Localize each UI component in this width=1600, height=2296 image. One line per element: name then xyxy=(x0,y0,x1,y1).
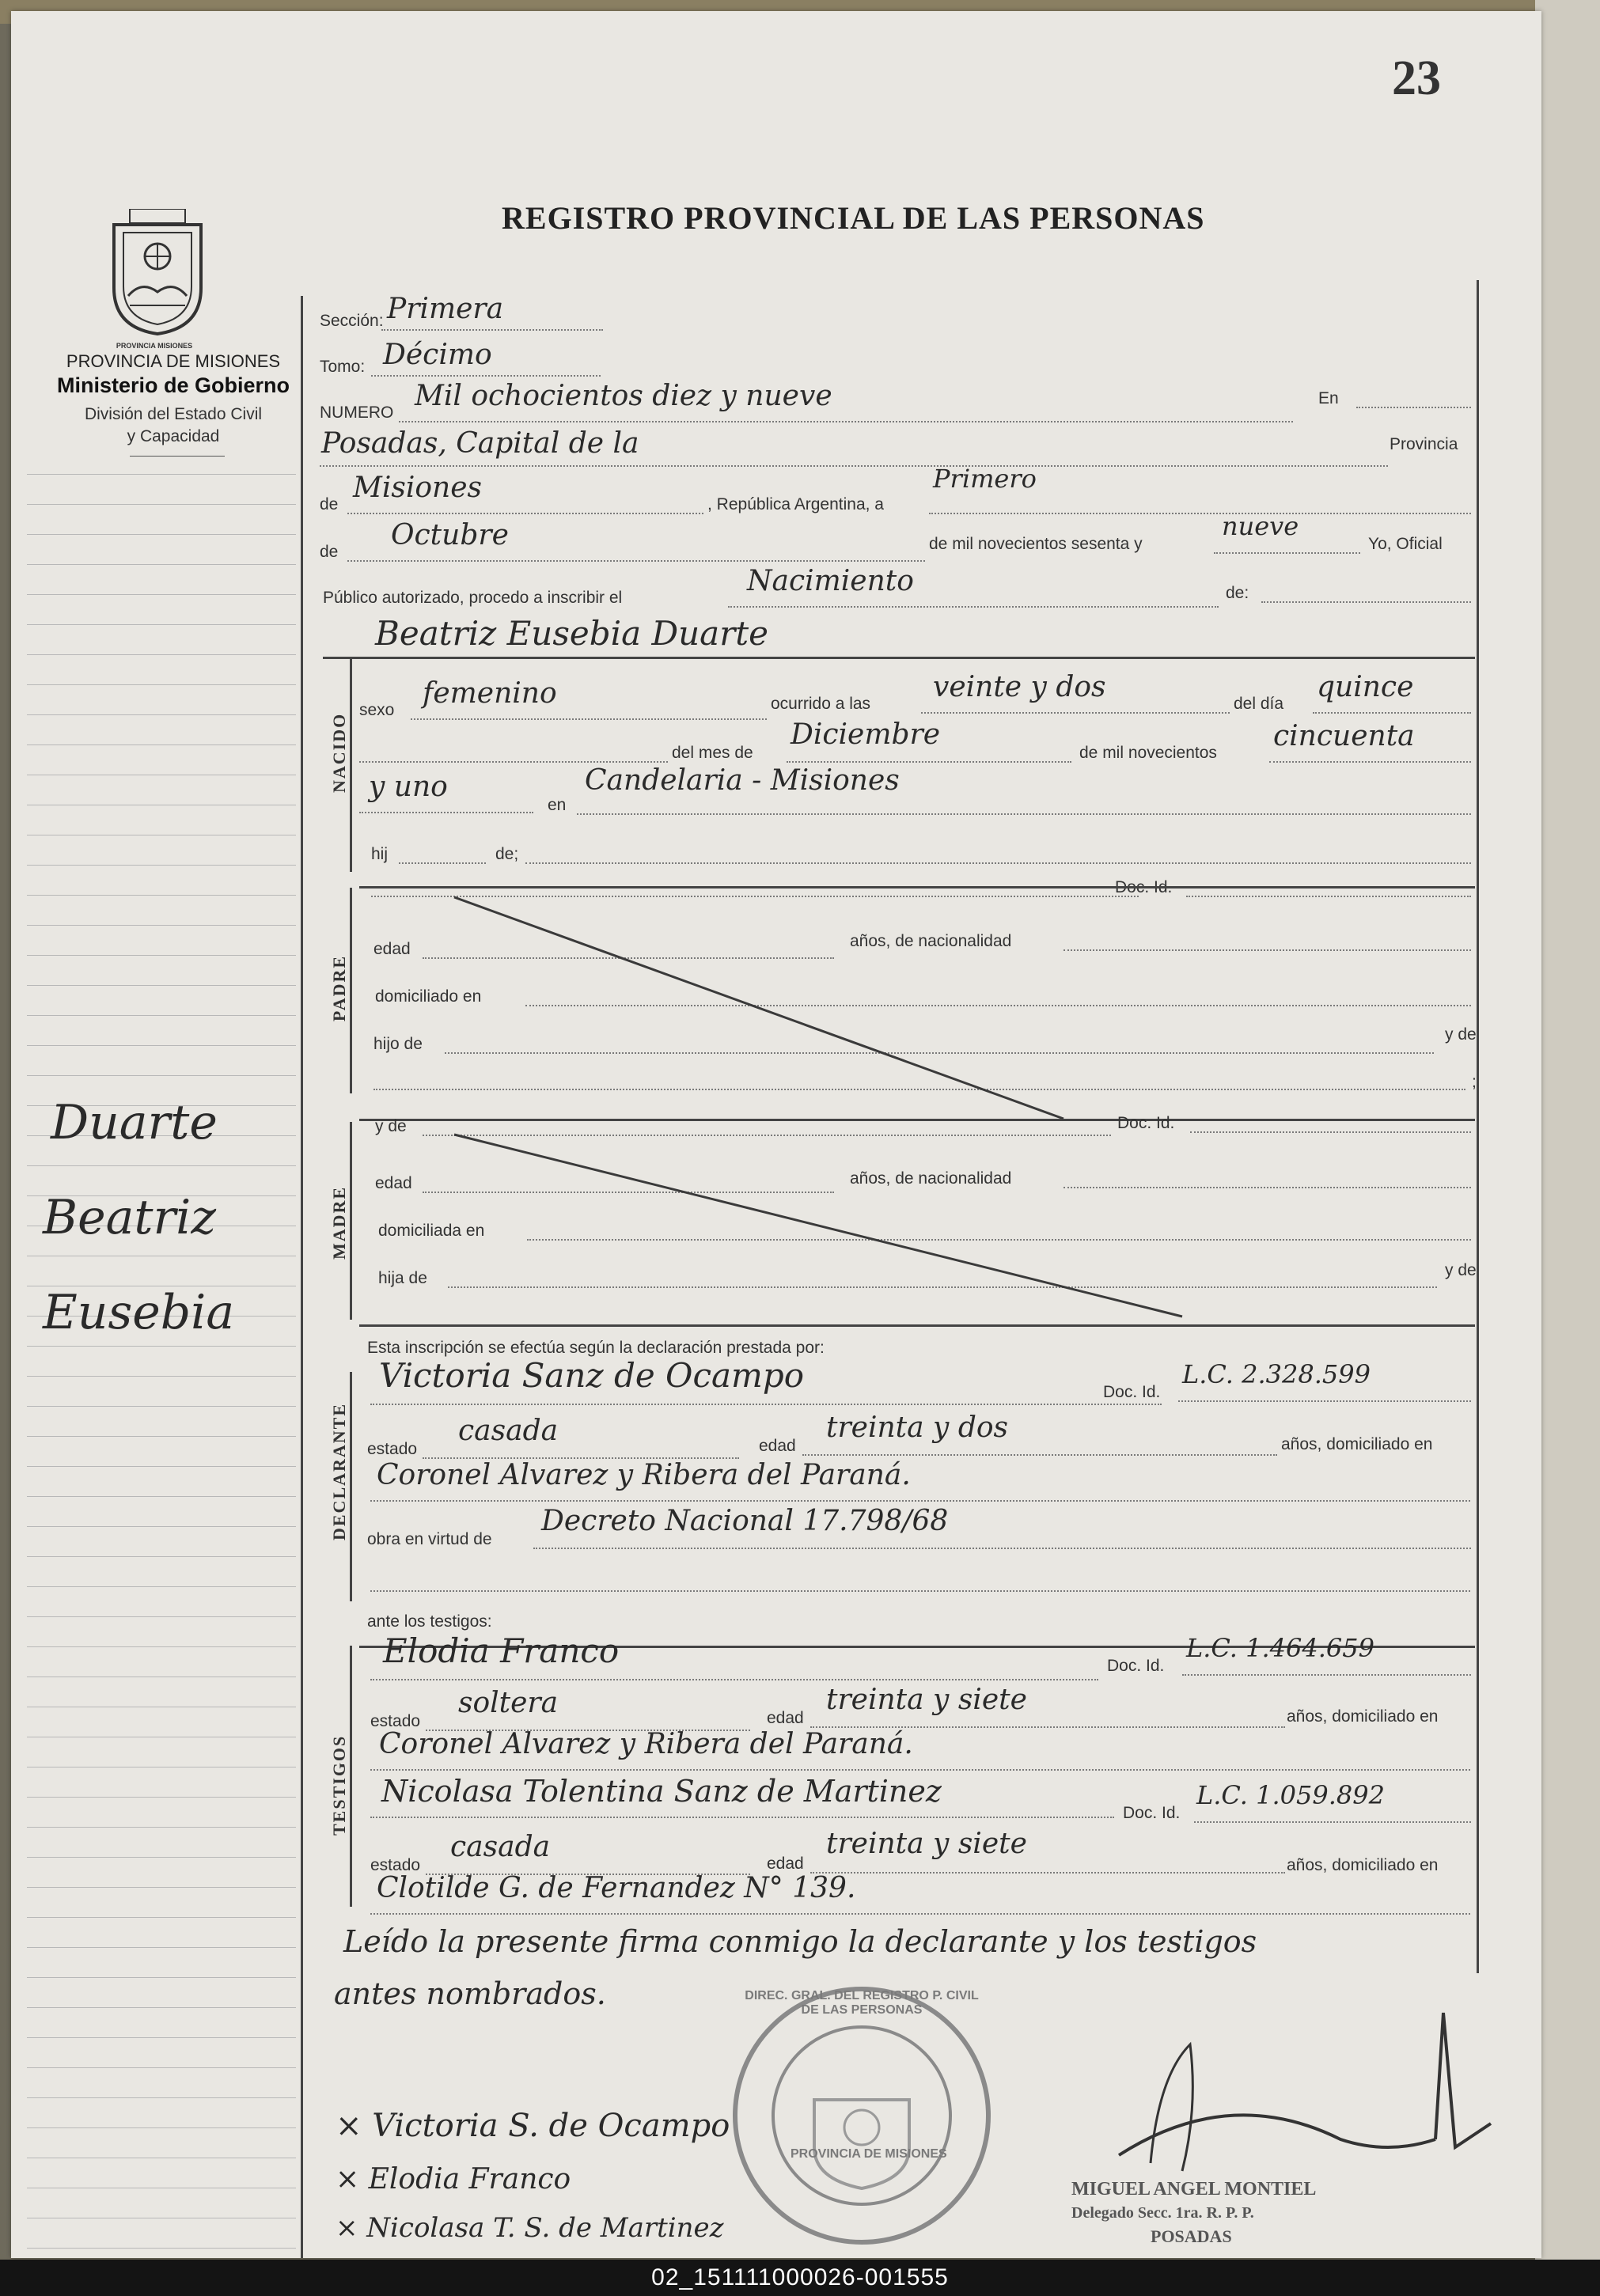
madre-label: MADRE xyxy=(329,1185,349,1260)
de-label-2: de xyxy=(320,543,339,561)
ante-label: ante los testigos: xyxy=(367,1612,492,1631)
lugar-value: Candelaria - Misiones xyxy=(585,764,900,797)
testigo2-dom-line xyxy=(370,1913,1470,1915)
testigo2-name-line xyxy=(370,1817,1114,1818)
background-right xyxy=(1535,0,1600,2296)
signature-testigo2: × Nicolasa T. S. de Martinez xyxy=(336,2212,724,2244)
anio-nac-value: cincuenta xyxy=(1273,720,1415,752)
madre-y-de-label: y de xyxy=(1445,1261,1477,1279)
signature-declarante: × Victoria S. de Ocampo xyxy=(336,2108,730,2144)
madre-domicilio-label: domiciliada en xyxy=(378,1222,485,1240)
official-name: MIGUEL ANGEL MONTIEL xyxy=(1071,2179,1317,2199)
misiones-value: Misiones xyxy=(353,472,483,504)
seccion-value: Primera xyxy=(387,293,504,325)
city-value: Posadas, Capital de la xyxy=(321,427,639,460)
testigo2-dom: Clotilde G. de Fernandez N° 139. xyxy=(377,1872,856,1904)
padre-edad-label: edad xyxy=(373,940,411,958)
declarante-estado-label: estado xyxy=(367,1440,418,1458)
declarante-doc-line xyxy=(1178,1400,1471,1402)
testigo1-dom-line xyxy=(370,1769,1470,1771)
padre-doc-label: Doc. Id. xyxy=(1117,1114,1175,1132)
testigo1-estado-label: estado xyxy=(370,1712,421,1730)
mes-value: Octubre xyxy=(391,519,509,551)
seal-text: DIREC. GRAL. DEL REGISTRO P. CIVIL DE LAS PERSONAS xyxy=(745,1989,979,2017)
padre-semicolon: ; xyxy=(1472,1073,1477,1091)
official-city: POSADAS xyxy=(1151,2226,1232,2246)
madre-anos-label: años, de nacionalidad xyxy=(850,1169,1012,1188)
tomo-value: Décimo xyxy=(383,339,492,371)
division-line2: y Capacidad xyxy=(127,427,220,445)
numero-label: NUMERO xyxy=(320,404,394,422)
registry-seal-stamp xyxy=(727,1981,996,2250)
testigo2-estado: casada xyxy=(450,1831,551,1863)
declarante-name-line xyxy=(370,1404,1162,1405)
yo-oficial-label: Yo, Oficial xyxy=(1368,535,1443,553)
division-line1: División del Estado Civil xyxy=(84,405,263,423)
document-page xyxy=(11,11,1541,2258)
del-dia-label: del día xyxy=(1234,695,1284,713)
testigo2-doc: L.C. 1.059.892 xyxy=(1196,1780,1385,1810)
de-label-4: de; xyxy=(495,845,519,863)
testigos-divider xyxy=(350,1646,352,1907)
province-name: PROVINCIA DE MISIONES xyxy=(66,351,281,371)
testigo2-edad: treinta y siete xyxy=(826,1828,1027,1860)
padre-hijo-label: hijo de xyxy=(373,1035,423,1053)
del-mes-label: del mes de xyxy=(672,744,753,762)
closing-line-2: antes nombrados. xyxy=(334,1976,606,2011)
obra-line xyxy=(533,1548,1471,1549)
testigo1-name-line xyxy=(370,1679,1098,1680)
padre-y-de-2: y de xyxy=(375,1117,407,1135)
margin-note-surname: Duarte xyxy=(51,1095,218,1150)
tomo-label: Tomo: xyxy=(320,358,366,376)
strike-through-lines xyxy=(11,11,1541,2258)
padre-label: PADRE xyxy=(329,954,349,1022)
sexo-label: sexo xyxy=(359,701,395,719)
en-label: En xyxy=(1318,389,1339,407)
testigo1-dom: Coronel Alvarez y Ribera del Paraná. xyxy=(379,1728,913,1760)
testigo1-name: Elodia Franco xyxy=(383,1631,620,1670)
ocurrido-label: ocurrido a las xyxy=(771,695,871,713)
ministry-name: Ministerio de Gobierno xyxy=(56,373,290,397)
footer-code: 02_151111000026-001555 xyxy=(0,2260,1600,2296)
declarante-edad-label: edad xyxy=(759,1437,796,1455)
dia-value: Primero xyxy=(933,464,1037,494)
anio-value: nueve xyxy=(1222,511,1299,541)
publico-label: Público autorizado, procedo a inscribir el xyxy=(323,589,623,607)
de-label-1: de xyxy=(320,495,339,513)
numero-value: Mil ochocientos diez y nueve xyxy=(415,380,832,412)
testigo1-doc-label: Doc. Id. xyxy=(1107,1657,1165,1675)
child-name: Beatriz Eusebia Duarte xyxy=(375,614,769,653)
acto-value: Nacimiento xyxy=(747,565,914,597)
page-number: 23 xyxy=(1392,51,1441,105)
padre-anos-label: años, de nacionalidad xyxy=(850,932,1012,950)
republica-label: , República Argentina, a xyxy=(707,495,884,513)
testigo2-doc-label: Doc. Id. xyxy=(1123,1804,1181,1822)
testigo1-edad-label: edad xyxy=(767,1709,804,1727)
declarante-edad: treinta y dos xyxy=(826,1411,1009,1444)
testigo2-estado-label: estado xyxy=(370,1856,421,1874)
nacido-doc-label: Doc. Id. xyxy=(1115,878,1173,896)
madre-hija-label: hija de xyxy=(378,1269,427,1287)
testigo2-doc-line xyxy=(1194,1821,1471,1823)
testigo2-name: Nicolasa Tolentina Sanz de Martinez xyxy=(381,1774,942,1809)
testigo2-anos-label: años, domiciliado en xyxy=(1287,1856,1439,1874)
testigo1-doc-line xyxy=(1182,1674,1471,1676)
de-mil-label: de mil novecientos sesenta y xyxy=(929,535,1143,553)
testigo1-doc: L.C. 1.464.659 xyxy=(1186,1633,1374,1663)
anio-nac2-value: y uno xyxy=(369,771,448,803)
testigo1-edad: treinta y siete xyxy=(826,1684,1027,1716)
declarante-label: DECLARANTE xyxy=(329,1402,349,1540)
obra-label: obra en virtud de xyxy=(367,1530,492,1548)
testigo1-estado: soltera xyxy=(458,1687,559,1719)
testigo1-anos-label: años, domiciliado en xyxy=(1287,1707,1439,1726)
mes-nac-value: Diciembre xyxy=(791,718,941,751)
padre-y-de-label: y de xyxy=(1445,1025,1477,1044)
nacido-label: NACIDO xyxy=(329,712,349,793)
madre-edad-label: edad xyxy=(375,1174,412,1192)
declarante-edad-line xyxy=(802,1454,1277,1456)
obra-blank-line xyxy=(370,1590,1470,1592)
hij-label: hij xyxy=(371,845,389,863)
margin-note-name2: Eusebia xyxy=(43,1285,235,1340)
dia-nac-value: quince xyxy=(1317,671,1414,703)
official-role: Delegado Secc. 1ra. R. P. P. xyxy=(1071,2204,1254,2222)
crest-text: PROVINCIA MISIONES xyxy=(116,342,193,350)
declarante-anos-label: años, domiciliado en xyxy=(1281,1435,1433,1453)
testigo2-edad-label: edad xyxy=(767,1855,804,1873)
declarante-estado: casada xyxy=(458,1415,559,1447)
seal-text-2: PROVINCIA DE MISIONES xyxy=(791,2147,947,2161)
testigo2-edad-line xyxy=(810,1872,1285,1874)
padre-domicilio-label: domiciliado en xyxy=(375,987,482,1006)
seccion-label: Sección: xyxy=(320,312,384,330)
closing-line-1: Leído la presente firma conmigo la declarante y los testigos xyxy=(343,1924,1257,1959)
declarante-doc: L.C. 2.328.599 xyxy=(1182,1359,1371,1389)
declaracion-label: Esta inscripción se efectúa según la declaración prestada por: xyxy=(367,1339,825,1357)
official-signature xyxy=(1103,1965,1515,2203)
sexo-value: femenino xyxy=(423,677,557,710)
document-title: REGISTRO PROVINCIAL DE LAS PERSONAS xyxy=(502,200,1205,236)
de-label-3: de: xyxy=(1226,584,1249,602)
declarante-dom-line xyxy=(370,1500,1470,1502)
testigos-label: TESTIGOS xyxy=(329,1734,349,1836)
declarante-doc-label: Doc. Id. xyxy=(1103,1383,1161,1401)
declarante-divider xyxy=(350,1372,352,1601)
declarante-dom: Coronel Alvarez y Ribera del Paraná. xyxy=(377,1459,911,1491)
signature-testigo1: × Elodia Franco xyxy=(336,2163,571,2196)
declarante-name: Victoria Sanz de Ocampo xyxy=(379,1356,805,1395)
de-mil-nov-label: de mil novecientos xyxy=(1079,744,1217,762)
hora-value: veinte y dos xyxy=(933,671,1106,703)
en-label-2: en xyxy=(548,796,567,814)
obra-value: Decreto Nacional 17.798/68 xyxy=(541,1505,949,1537)
provincia-label: Provincia xyxy=(1390,435,1458,453)
margin-note-name1: Beatriz xyxy=(43,1190,216,1245)
